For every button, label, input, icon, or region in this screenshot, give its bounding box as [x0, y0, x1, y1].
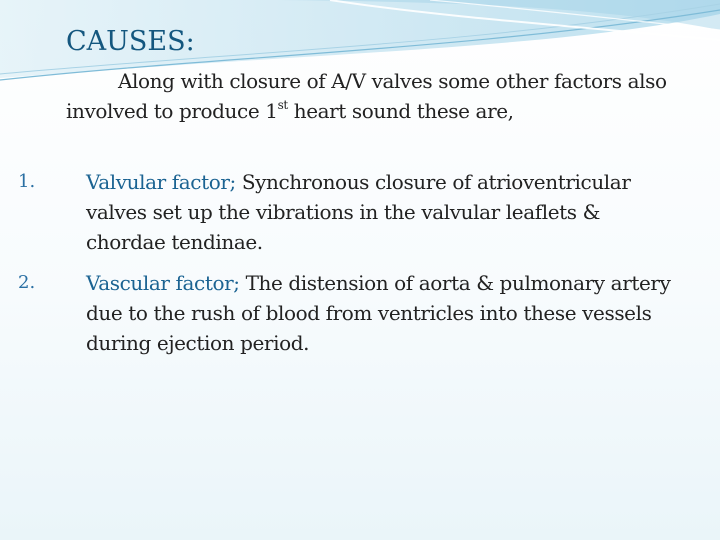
- intro-superscript: st: [277, 98, 288, 113]
- factor-description: The distension of aorta & pulmonary artery due to the rush of blood from ventricles into these vessels during ejection period.: [86, 271, 671, 355]
- list-item-text: [86, 268, 676, 358]
- factor-label: Vascular factor;: [86, 271, 240, 295]
- factor-description: Synchronous closure of atrioventricular valves set up the vibrations in the valvular leaflets & chordae tendinae.: [86, 170, 631, 254]
- slide-title: CAUSES:: [66, 26, 195, 57]
- intro-text-after: heart sound these are,: [287, 99, 514, 123]
- list-item-number: 1.: [18, 171, 36, 192]
- intro-text-before: Along with closure of A/V valves some other factors also involved to produce 1: [66, 69, 667, 123]
- list-item-text: [86, 167, 676, 257]
- intro-paragraph: [66, 66, 686, 126]
- factor-label: Valvular factor;: [86, 170, 236, 194]
- list-item-number: 2.: [18, 272, 36, 293]
